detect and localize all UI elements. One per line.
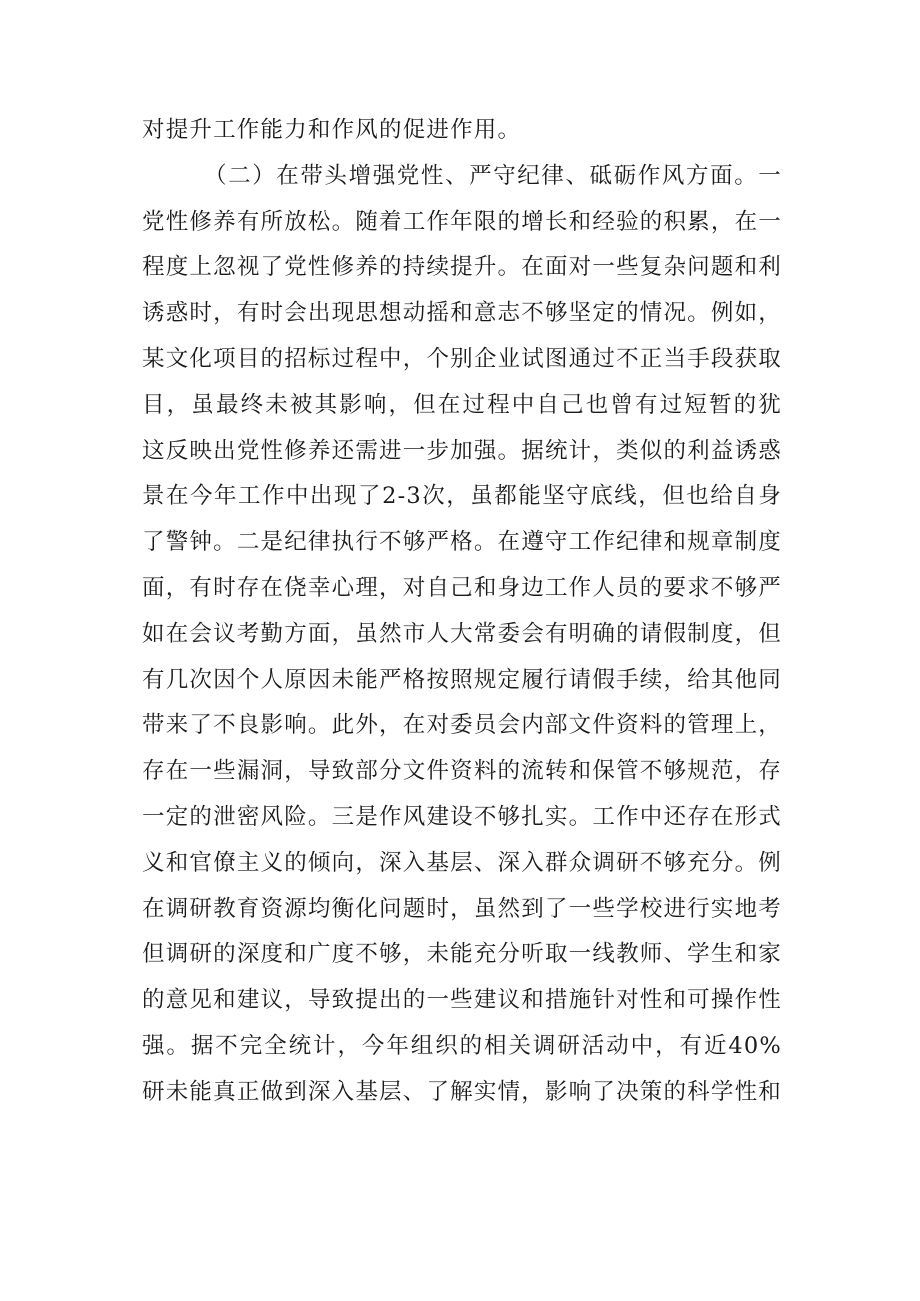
text-line: 对提升工作能力和作风的促进作用。 — [142, 117, 522, 143]
text-line: 如在会议考勤方面，虽然市人大常委会有明确的请假制度，但 — [142, 620, 782, 647]
text-line: 景在今年工作中出现了2-3次，虽都能坚守底线，但也给自身 — [142, 483, 782, 510]
text-line: 程度上忽视了党性修养的持续提升。在面对一些复杂问题和利 — [142, 254, 782, 281]
text-line: 的意见和建议，导致提出的一些建议和措施针对性和可操作性 — [142, 987, 782, 1014]
text-line: 带来了不良影响。此外，在对委员会内部文件资料的管理上， — [142, 712, 782, 739]
text-line: 义和官僚主义的倾向，深入基层、深入群众调研不够充分。例 — [142, 849, 782, 876]
text-line: 有几次因个人原因未能严格按照规定履行请假手续，给其他同 — [142, 666, 782, 693]
text-line: 诱惑时，有时会出现思想动摇和意志不够坚定的情况。例如， — [142, 300, 782, 327]
body-text — [142, 108, 782, 1116]
text-line: 面，有时存在侥幸心理，对自己和身边工作人员的要求不够严 — [142, 574, 782, 601]
text-line: 党性修养有所放松。随着工作年限的增长和经验的积累，在一 — [142, 208, 782, 235]
text-line: 某文化项目的招标过程中，个别企业试图通过不正当手段获取 — [142, 345, 782, 372]
text-line: 了警钟。二是纪律执行不够严格。在遵守工作纪律和规章制度 — [142, 529, 782, 556]
text-line: 存在一些漏洞，导致部分文件资料的流转和保管不够规范，存 — [142, 758, 782, 785]
text-line: （二）在带头增强党性、严守纪律、砥砺作风方面。一 — [204, 162, 782, 189]
text-line: 目，虽最终未被其影响，但在过程中自己也曾有过短暂的犹 — [142, 391, 782, 418]
text-line: 但调研的深度和广度不够，未能充分听取一线教师、学生和家 — [142, 941, 782, 968]
text-line: 一定的泄密风险。三是作风建设不够扎实。工作中还存在形式 — [142, 803, 782, 830]
text-line: 研未能真正做到深入基层、了解实情，影响了决策的科学性和 — [142, 1078, 782, 1105]
text-line: 在调研教育资源均衡化问题时，虽然到了一些学校进行实地考 — [142, 895, 782, 922]
text-line: 这反映出党性修养还需进一步加强。据统计，类似的利益诱惑 — [142, 437, 782, 464]
text-line: 强。据不完全统计，今年组织的相关调研活动中，有近40% — [142, 1032, 782, 1059]
